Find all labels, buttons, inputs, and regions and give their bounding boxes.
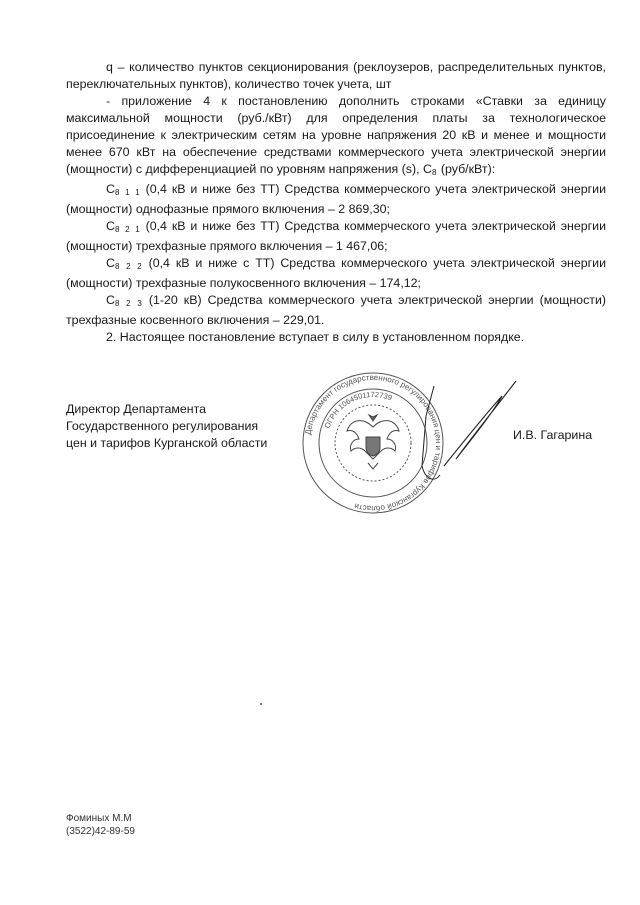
signatory-title [66,401,267,452]
rate-item [66,292,606,329]
appendix-4-subscript: 8 [431,168,438,177]
document-body [66,59,606,346]
rate-item [66,218,606,255]
signatory-title-line: Директор Департамента [66,402,207,416]
paragraph-q-definition: q – количество пунктов секционирования (реклоузеров, распределительных пунктов, переключательных пунктов), количество точек учета, шт [66,60,606,91]
official-stamp [294,371,524,516]
footer-author: Фоминых М.М [66,813,132,824]
paragraph-effective-date: 2. Настоящее постановление вступает в силу в установленном порядке. [106,330,525,344]
handwritten-signature [444,381,516,466]
rate-symbol: C [106,182,115,196]
appendix-4-unit: (руб/кВт): [437,162,496,176]
rate-symbol: C [106,293,115,307]
signatory-name: И.В. Гагарина [513,428,593,442]
signatory-title-line: Государственного регулирования [66,419,259,433]
signatory-title-line: цен и тарифов Курганской области [66,436,268,450]
rate-item [66,181,606,218]
paragraph-appendix-4 [66,93,606,181]
rate-text: (0,4 кВ и ниже без ТТ) Средства коммерческого учета электрической энергии (мощности) трехфазные прямого включения – 1 467,06; [66,219,607,253]
rate-symbol: C [106,256,115,270]
footer-contact [66,812,135,838]
rate-text: (0,4 кВ и ниже с ТТ) Средства коммерческого учета электрической энергии (мощности) трехфазные полукосвенного включения – 174,12; [66,256,606,290]
rate-item [66,255,606,292]
stamp-inner-textpath: ОГРН 1064501172739 [322,389,394,430]
coat-of-arms-icon [347,415,399,469]
stamp-outer-textpath: Департамент государственного регулирования цен и тарифов Курганской области [303,372,444,514]
rate-text: (1-20 кВ) Средства коммерческого учета электрической энергии (мощности) трехфазные косвенного включения – 229,01. [66,293,606,327]
rate-subscript: 8 2 2 [114,262,143,271]
rate-text: (0,4 кВ и ниже без ТТ) Средства коммерческого учета электрической энергии (мощности) однофазные прямого включения – 2 869,30; [66,182,607,216]
rate-symbol: C [106,219,115,233]
rate-subscript: 8 2 1 [114,225,141,234]
stray-dot [260,703,262,705]
footer-phone: (3522)42-89-59 [66,826,135,837]
rate-subscript: 8 2 3 [114,299,143,308]
appendix-4-text: - приложение 4 к постановлению дополнить строками «Ставки за единицу максимальной мощности (руб./кВт) для определения платы за технологическое присоединение к электрическим сетям на уровне напряжения 20 кВ и менее и мощности менее 670 кВт на обеспечение средствами коммерческого учета электрической энергии (мощности) с дифференциацией по уровням напряжения (s), C [66,94,606,176]
rate-subscript: 8 1 1 [114,188,141,197]
